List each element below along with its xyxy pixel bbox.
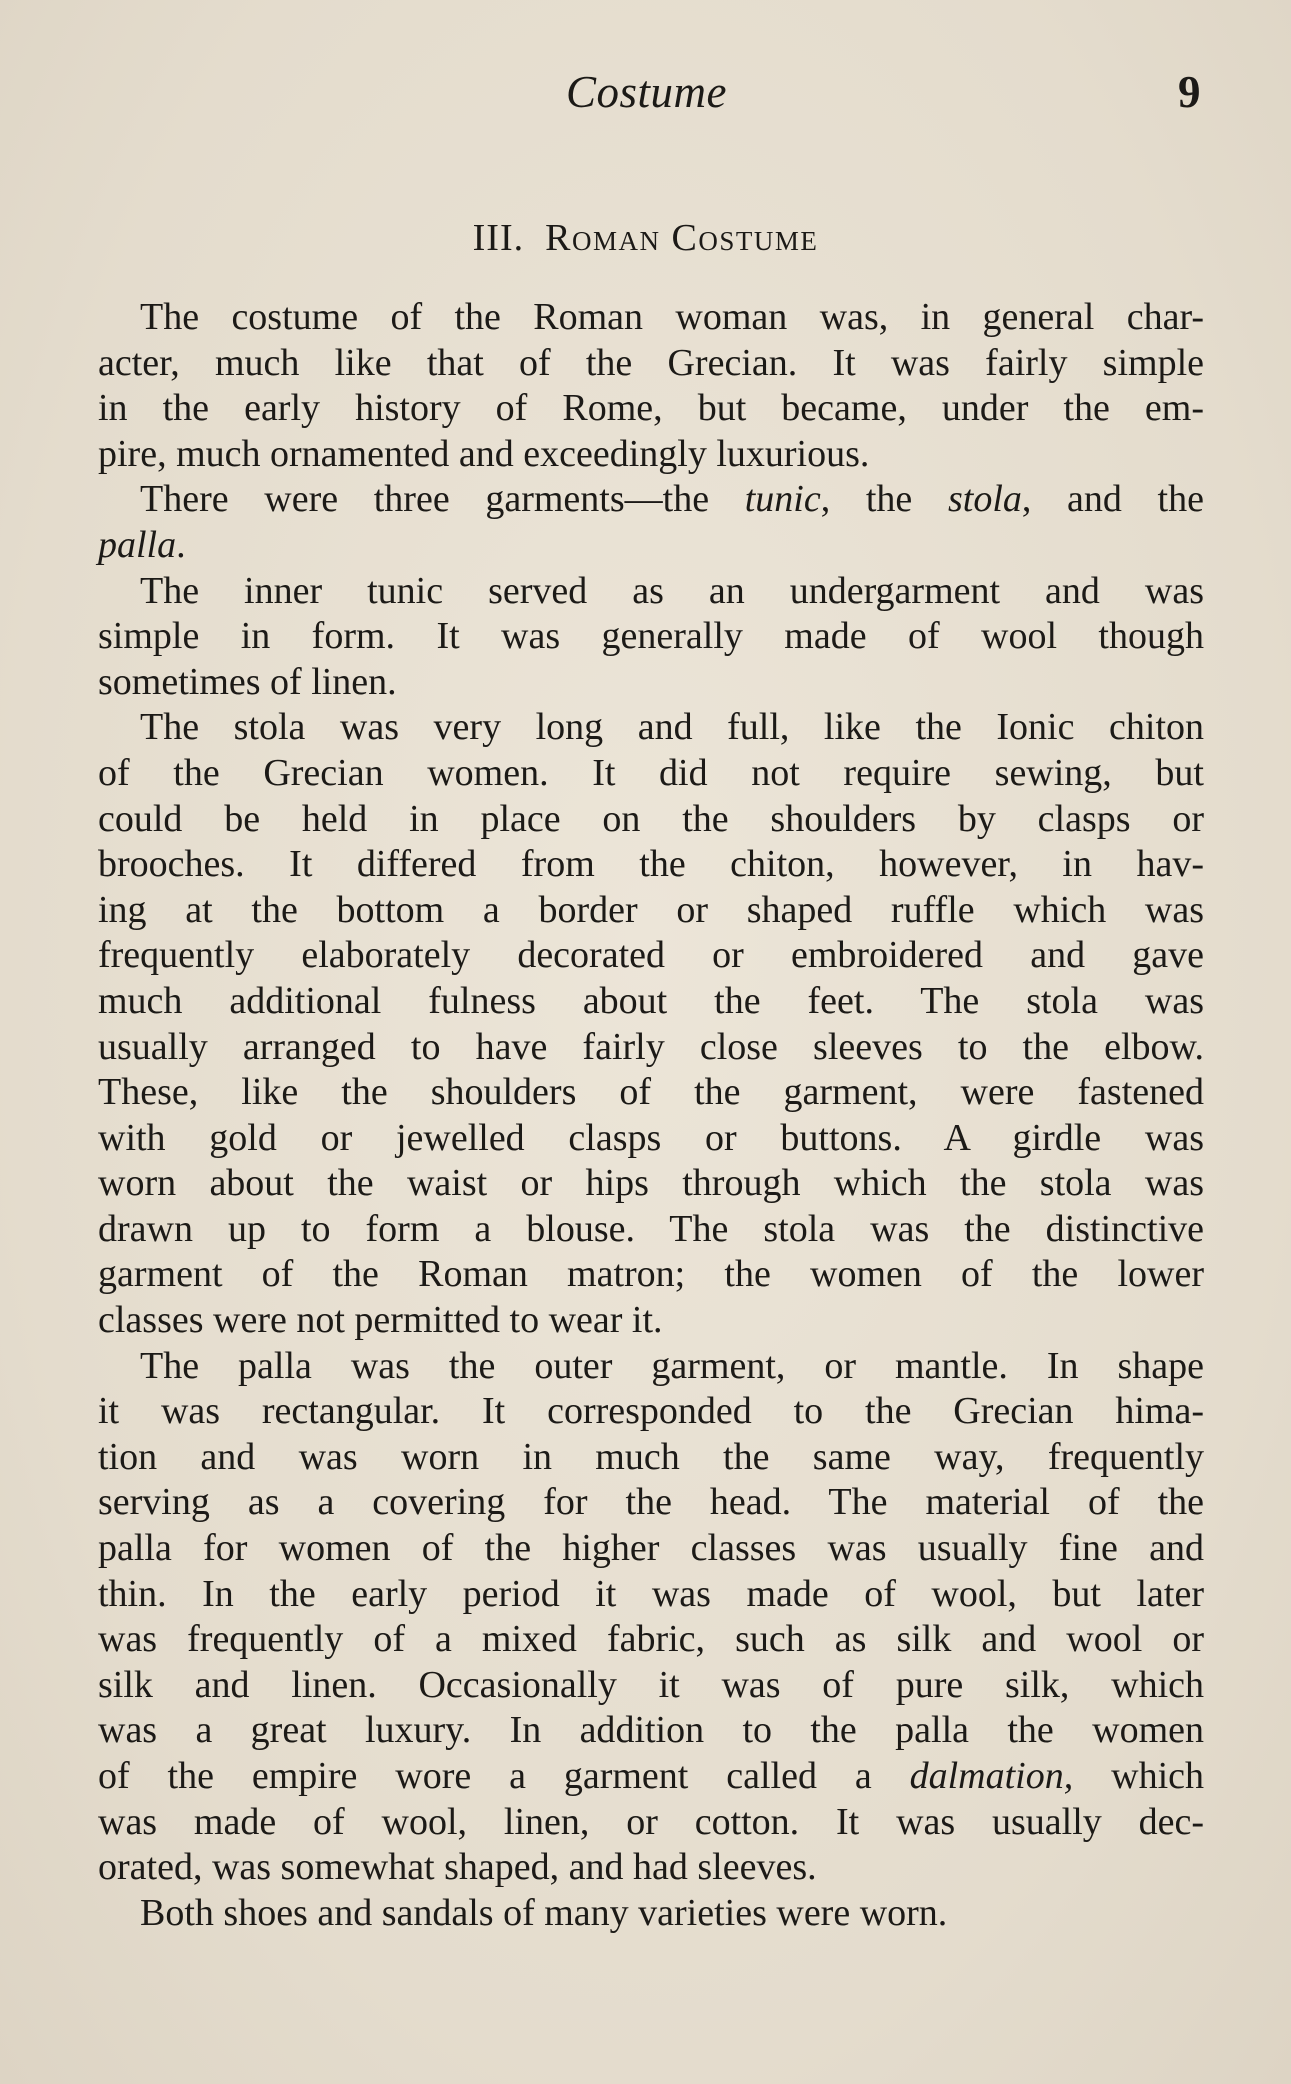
text-line: could be held in place on the shoulders by clasps or [98, 797, 1204, 840]
text-line: tion and was worn in much the same way, frequently [98, 1435, 1204, 1478]
text-line: was frequently of a mixed fabric, such as silk and wool or [98, 1618, 1204, 1661]
term-stola: stola [947, 478, 1022, 521]
text-line: pire, much ornamented and exceedingly luxurious. [98, 432, 870, 475]
text-run: , and the [1021, 478, 1204, 521]
text-line: with gold or jewelled clasps or buttons. A girdle was [98, 1116, 1204, 1159]
text-line: These, like the shoulders of the garment, were fastened [98, 1071, 1204, 1114]
running-title: Costume [566, 67, 727, 117]
text-line: ing at the bottom a border or shaped ruffle which was [98, 888, 1204, 931]
text-line: acter, much like that of the Grecian. It was fairly simple [98, 341, 1204, 384]
text-line: The stola was very long and full, like the Ionic chiton [140, 706, 1204, 749]
text-line: worn about the waist or hips through which the stola was [98, 1162, 1204, 1205]
text-line: of the Grecian women. It did not require sewing, but [98, 751, 1204, 794]
text-line: drawn up to form a blouse. The stola was the distinctive [98, 1207, 1204, 1250]
text-run: , the [820, 478, 948, 521]
text-line: brooches. It differed from the chiton, however, in hav- [98, 843, 1204, 886]
body-text [98, 295, 1204, 1936]
text-line: classes were not permitted to wear it. [98, 1299, 663, 1342]
text-run: which [1073, 1755, 1204, 1797]
text-run: of the empire wore a garment called a [98, 1755, 910, 1797]
page-number: 9 [1178, 67, 1201, 117]
text-line: silk and linen. Occasionally it was of pure silk, which [98, 1663, 1204, 1706]
term-palla: palla [98, 523, 177, 566]
paragraph-three-garments [98, 477, 1204, 568]
text-line: The palla was the outer garment, or mantle. In shape [140, 1344, 1204, 1387]
text-line: sometimes of linen. [98, 660, 397, 703]
paragraph-roman-costume-intro [98, 295, 1204, 477]
text-line: garment of the Roman matron; the women of the lower [98, 1253, 1204, 1296]
paragraph-footwear [98, 1891, 1204, 1937]
term-dalmation: dalmation, [909, 1755, 1074, 1797]
text-line: usually arranged to have fairly close sleeves to the elbow. [98, 1025, 1204, 1068]
paragraph-stola [98, 705, 1204, 1343]
text-run: There were three garments—the [140, 478, 745, 521]
text-line: palla for women of the higher classes was usually fine and [98, 1527, 1204, 1570]
text-line [98, 477, 1204, 523]
text-line: frequently elaborately decorated or embroidered and gave [98, 934, 1204, 977]
text-line [98, 1754, 1204, 1800]
section-title: Roman Costume [545, 217, 819, 259]
term-tunic: tunic [744, 478, 821, 521]
text-line: simple in form. It was generally made of wool though [98, 615, 1204, 658]
text-line: much additional fulness about the feet. The stola was [98, 979, 1204, 1022]
paragraph-palla [98, 1344, 1204, 1891]
text-line: orated, was somewhat shaped, and had sleeves. [98, 1846, 817, 1889]
text-line: serving as a covering for the head. The material of the [98, 1481, 1204, 1524]
text-line [98, 523, 1204, 569]
running-head [0, 62, 1291, 122]
text-line: in the early history of Rome, but became, under the em- [98, 387, 1204, 430]
text-line: it was rectangular. It corresponded to the Grecian hima- [98, 1390, 1204, 1433]
text-line: Both shoes and sandals of many varieties were worn. [140, 1891, 948, 1934]
text-line: The inner tunic served as an undergarment and was [140, 569, 1204, 612]
text-line: was a great luxury. In addition to the palla the women [98, 1709, 1204, 1752]
text-run: . [176, 523, 186, 566]
paragraph-tunic [98, 569, 1204, 706]
text-line: thin. In the early period it was made of wool, but later [98, 1572, 1204, 1615]
text-line: The costume of the Roman woman was, in general char- [140, 296, 1204, 338]
text-line: was made of wool, linen, or cotton. It was usually dec- [98, 1800, 1204, 1843]
section-numeral: III. [472, 217, 525, 259]
section-heading [0, 212, 1291, 264]
